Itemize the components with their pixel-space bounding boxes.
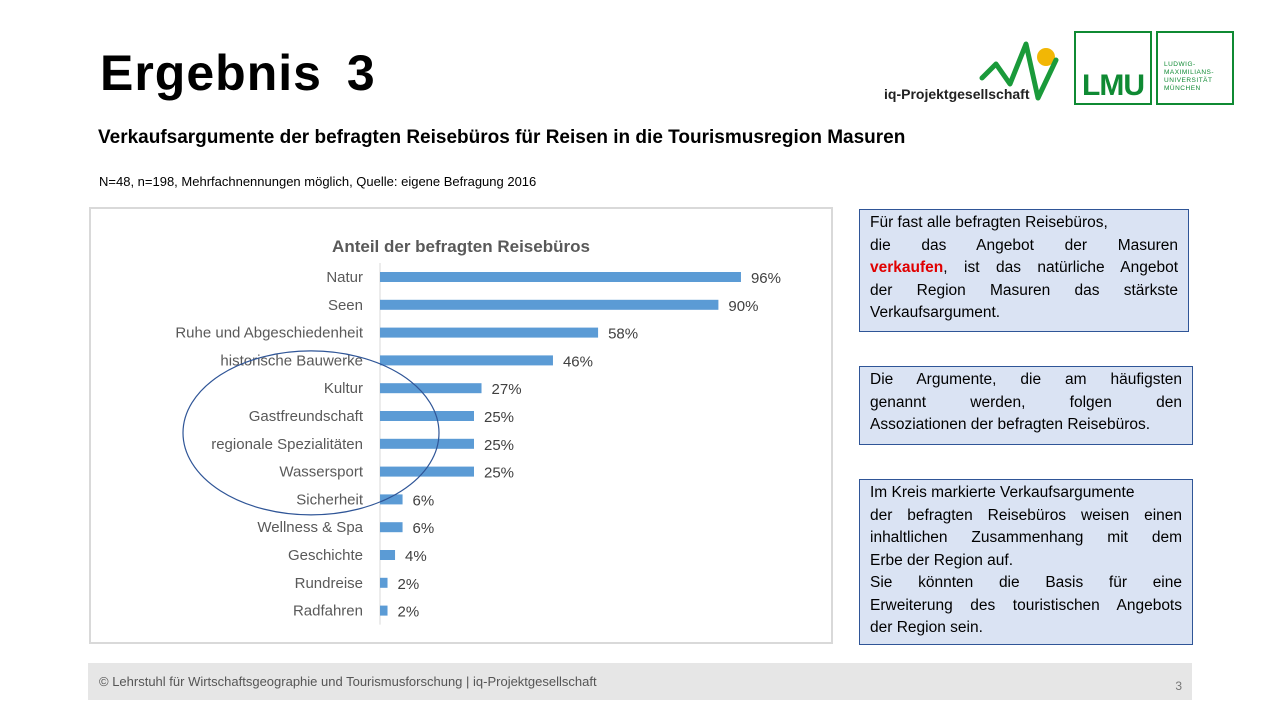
category-label: Wellness & Spa [257, 519, 363, 537]
box-text-line: Verkaufsargument. [870, 304, 1001, 321]
university-name-line: LUDWIG- [1164, 61, 1196, 68]
bar [380, 272, 741, 282]
info-box-2 [859, 366, 1193, 445]
page-number: 3 [1175, 679, 1182, 693]
category-label: Radfahren [292, 602, 363, 620]
info-box-3 [859, 479, 1193, 645]
slide-title: Ergebnis 3 [100, 45, 376, 101]
bar [380, 411, 474, 421]
box-text-line: Im Kreis markierte Verkaufsargumente [870, 484, 1135, 501]
box-text-line: der befragten Reisebüros weisen einen [870, 506, 1182, 524]
data-label: 2% [397, 575, 420, 593]
data-label: 58% [608, 325, 639, 343]
category-label: Ruhe und Abgeschiedenheit [175, 324, 363, 342]
bar [380, 439, 474, 449]
highlight-ellipse [183, 351, 439, 515]
category-label: Seen [327, 296, 363, 314]
bar [380, 328, 598, 338]
box-text-line: Sie könnten die Basis für eine [870, 574, 1182, 591]
category-label: Sicherheit [296, 491, 363, 509]
data-label: 4% [405, 548, 427, 565]
source-note: N=48, n=198, Mehrfachnennungen möglich, Quelle: eigene Befragung 2016 [99, 174, 537, 189]
box-text-line: , ist das natürliche Angebot [943, 259, 1178, 276]
data-label: 6% [412, 492, 435, 510]
university-logo [1156, 31, 1234, 105]
university-name-line: MÜNCHEN [1164, 85, 1201, 92]
university-name-line: MAXIMILIANS- [1164, 69, 1215, 76]
data-label: 25% [484, 409, 515, 426]
category-label: regionale Spezialitäten [211, 435, 363, 453]
footer-copyright: © Lehrstuhl für Wirtschaftsgeographie und Tourismusforschung | iq-Projektgesellschaft [99, 674, 597, 689]
box-text-line: der Region sein. [870, 619, 983, 636]
data-label: 96% [750, 270, 781, 287]
data-label: 25% [484, 436, 515, 454]
university-name-line: UNIVERSITÄT [1164, 77, 1213, 84]
iq-logo-text: iq-Projektgesellschaft [884, 86, 1030, 102]
box-text-line: der Region Masuren das stärkste [870, 281, 1178, 299]
data-label: 46% [562, 353, 593, 371]
lmu-logo-text: LMU [1082, 69, 1144, 102]
data-label: 25% [484, 464, 515, 482]
box-text-line: Erbe der Region auf. [870, 551, 1014, 569]
bar [380, 522, 403, 532]
category-label: Wassersport [279, 463, 363, 481]
data-label: 90% [728, 297, 759, 315]
bar-chart [89, 207, 833, 644]
box-text-line: Für fast alle befragten Reisebüros, [870, 214, 1108, 231]
slide-subtitle: Verkaufsargumente der befragten Reisebüros für Reisen in die Tourismusregion Masuren [98, 127, 906, 148]
bar [380, 578, 388, 588]
data-label: 6% [412, 520, 435, 538]
category-label: Rundreise [294, 574, 363, 592]
category-label: Gastfreundschaft [248, 408, 363, 425]
box-text-line: Assoziationen der befragten Reisebüros. [870, 416, 1151, 433]
box-text-line: genannt werden, folgen den [870, 393, 1182, 411]
bar [380, 383, 482, 393]
chart-title: Anteil der befragten Reisebüros [332, 237, 590, 256]
lmu-logo [1074, 31, 1152, 105]
data-label: 2% [397, 603, 420, 621]
bar [380, 494, 403, 504]
category-label: Natur [326, 269, 363, 286]
bar [380, 606, 388, 616]
category-label: Kultur [323, 380, 363, 398]
category-label: historische Bauwerke [220, 352, 363, 370]
data-label: 27% [491, 381, 522, 399]
category-label: Geschichte [287, 547, 363, 564]
box-text-line: Die Argumente, die am häufigsten [870, 371, 1182, 388]
info-box-1 [859, 209, 1189, 332]
bar [380, 355, 553, 365]
bar [380, 300, 718, 310]
box-text-line: inhaltlichen Zusammenhang mit dem [870, 529, 1182, 546]
highlight-word: verkaufen [870, 259, 944, 276]
box-text-line: Erweiterung des touristischen Angebots [870, 596, 1182, 614]
box-text-line: die das Angebot der Masuren [870, 236, 1178, 254]
footer-bar [88, 663, 1192, 700]
bar [380, 550, 395, 560]
